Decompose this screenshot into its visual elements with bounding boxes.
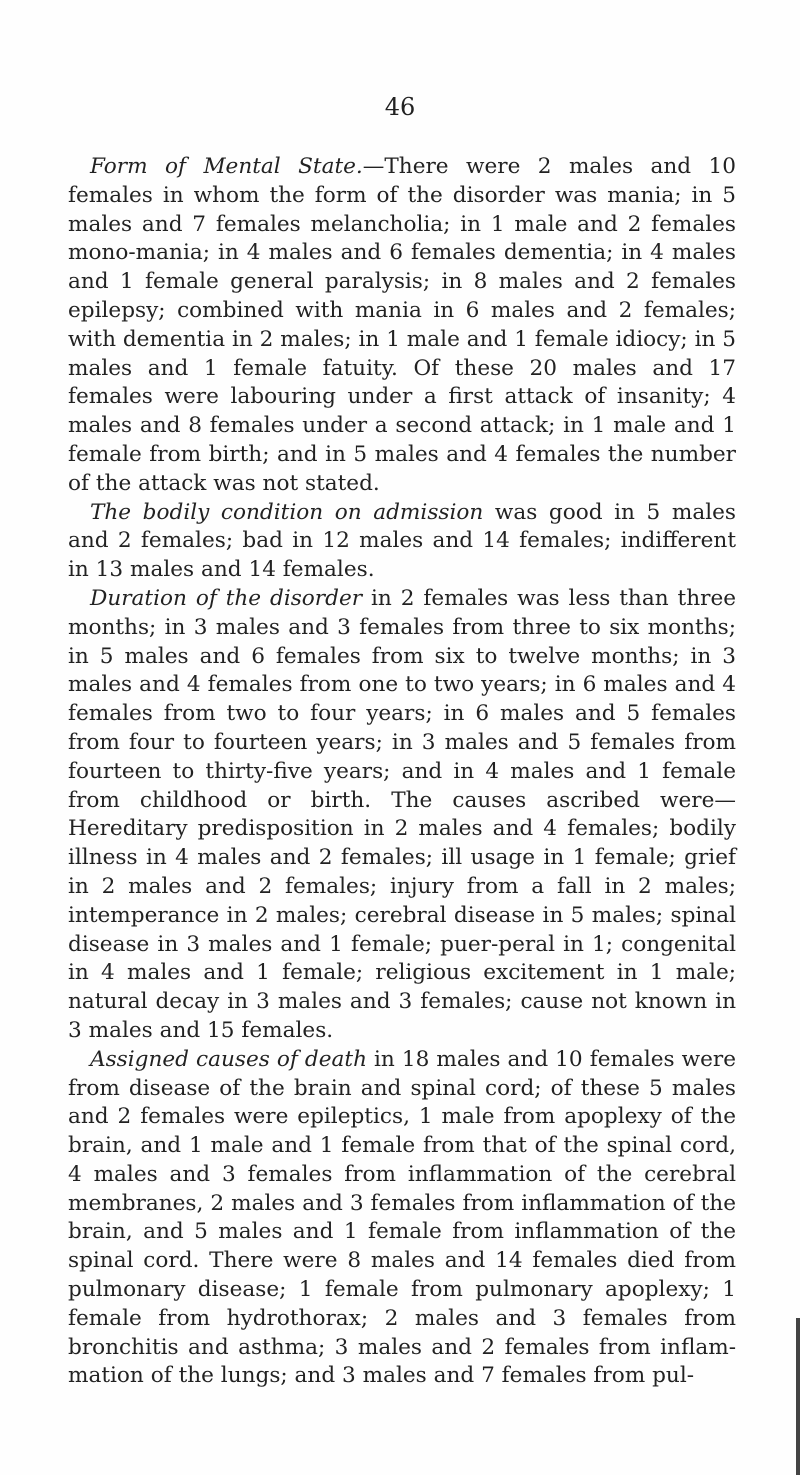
paragraph-text: in 2 females was less than three months; in 3 males and 3 females from three to six months; in 5 males and 6 females from six to twelve months; in 3 males and 4 females from one to two years; in 6 males and 4 females from two to four years; in 6 males and 5 females from four to fourteen years; in 3 males and 5 females from fourteen to thirty-five years; and in 4 males and 1 female from childhood or birth. The causes ascribed were—Hereditary predisposition in 2 males and 4 females; bodily illness in 4 males and 2 females; ill usage in 1 female; grief in 2 males and 2 females; injury from a fall in 2 males; intemperance in 2 males; cerebral disease in 5 males; spinal disease in 3 males and 1 female; puer-peral in 1; congenital in 4 males and 1 female; religious excitement in 1 male; natural decay in 3 males and 3 females; cause not known in 3 males and 15 females. [68,585,736,1043]
page-number: 46 [384,93,416,121]
paragraph-causes-of-death [68,1046,736,1392]
paragraph-heading: Duration of the disorder [90,585,363,611]
page-edge-shadow [796,1318,800,1475]
paragraph-text: —There were 2 males and 10 females in whom the form of the disorder was mania; in 5 males and 7 females melancholia; in 1 male and 2 females mono-mania; in 4 males and 6 females dementia; in 4 males and 1 female general paralysis; in 8 males and 2 females epilepsy; combined with mania in 6 males and 2 females; with dementia in 2 males; in 1 male and 1 female idiocy; in 5 males and 1 female fatuity. Of these 20 males and 17 females were labouring under a first attack of insanity; 4 males and 8 females under a second attack; in 1 male and 1 female from birth; and in 5 males and 4 females the number of the attack was not stated. [68,154,737,496]
paragraph-heading: Assigned causes of death [90,1046,367,1072]
paragraph-text: was good in 5 males and 2 females; bad in 12 males and 14 females; indifferent in 13 males and 14 females. [68,499,737,583]
paragraph-heading: The bodily condition on admission [90,499,484,525]
paragraph-bodily-condition [68,499,736,585]
paragraph-duration-of-disorder [68,585,736,1046]
paragraph-form-of-mental-state [68,153,736,499]
paragraph-heading: Form of Mental State. [90,154,363,179]
paragraph-text: in 18 males and 10 females were from disease of the brain and spinal cord; of these 5 males and 2 females were epileptics, 1 male from apoplexy of the brain, and 1 male and 1 female from that of the spinal cord, 4 males and 3 females from inflammation of the cerebral membranes, 2 males and 3 females from inflammation of the brain, and 5 males and 1 female from inflammation of the spinal cord. There were 8 males and 14 females died from pulmonary disease; 1 female from pulmonary apoplexy; 1 female from hydrothorax; 2 males and 3 females from bronchitis and asthma; 3 males and 2 females from inflam-mation of the lungs; and 3 males and 7 females from pul- [68,1046,736,1389]
body-text [68,153,736,1391]
